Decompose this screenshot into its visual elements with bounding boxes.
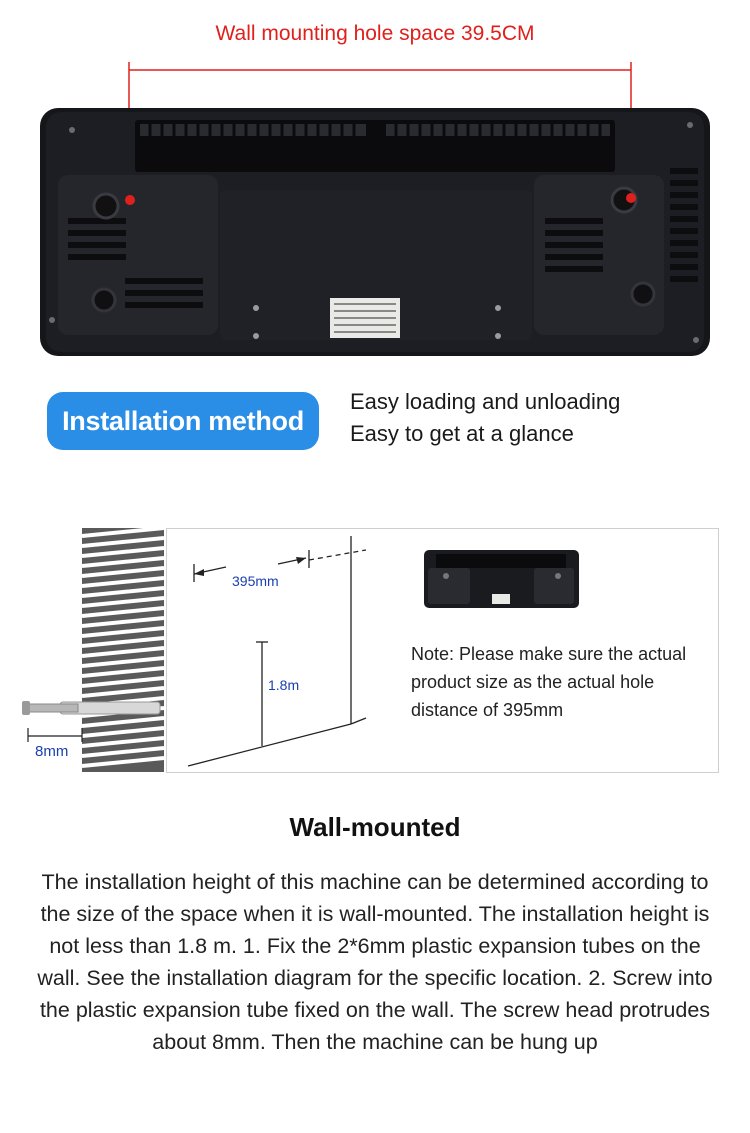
- screw-icon: [28, 704, 78, 712]
- wall-illustration: [0, 528, 166, 778]
- hole-spacing-label: Wall mounting hole space 39.5CM: [215, 22, 535, 45]
- feature-easy-glance: Easy to get at a glance: [350, 421, 574, 446]
- height-label: 1.8m: [268, 677, 300, 693]
- section-title: Wall-mounted: [289, 812, 461, 842]
- screw-protrusion-label: 8mm: [35, 743, 69, 760]
- feature-easy-loading: Easy loading and unloading: [350, 389, 621, 414]
- installation-method-badge: Installation method: [47, 392, 319, 450]
- installation-description: The installation height of this machine can be determined according to the size of the space when it is wall-mounted. The installation height is not less than 1.8 m. 1. Fix the 2*6mm plastic expansion tubes on the wall. See the installation diagram for the specific location. 2. Screw into the plastic expansion tube fixed on the wall. The screw head protrudes about 8mm. Then the machine can be hung up: [37, 870, 713, 1054]
- distance-label: 395mm: [232, 573, 279, 589]
- floor-line: [188, 724, 351, 766]
- installation-note: Note: Please make sure the actual product size as the actual hole distance of 395mm: [411, 644, 687, 720]
- heater-back-view: [0, 50, 750, 370]
- left-mount-hole: [94, 194, 118, 218]
